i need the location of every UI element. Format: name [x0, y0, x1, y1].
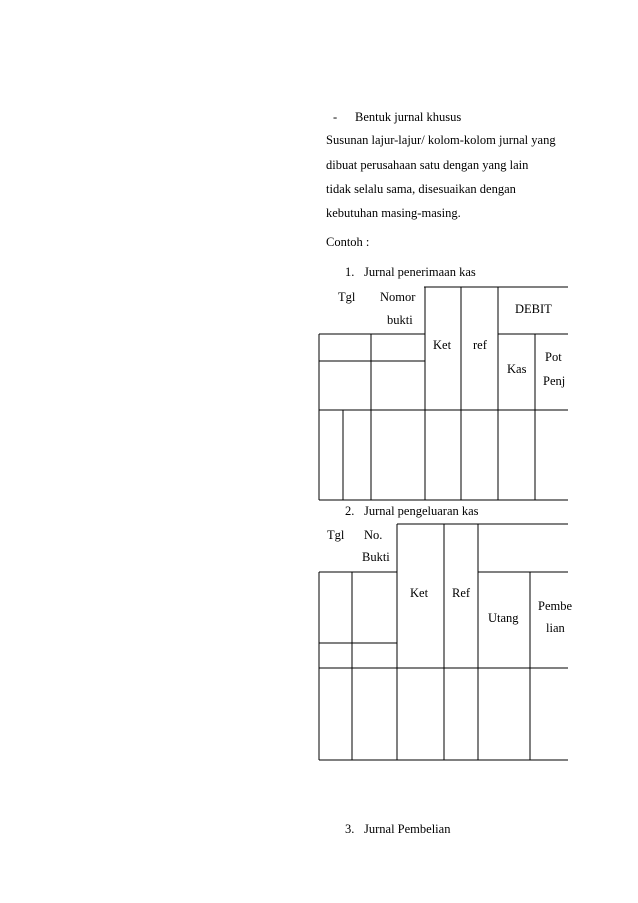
- table1-col-debit: DEBIT: [515, 302, 552, 316]
- table1-number: 1.: [345, 265, 355, 279]
- table2-col-no: No.: [364, 528, 383, 542]
- table3-number: 3.: [345, 822, 355, 836]
- table3-title: Jurnal Pembelian: [364, 822, 451, 836]
- table1-col-ket: Ket: [433, 338, 452, 352]
- table2-col-lian: lian: [546, 621, 565, 635]
- table1-col-bukti: bukti: [387, 313, 413, 327]
- table2-col-tgl: Tgl: [327, 528, 345, 542]
- table1-col-pot: Pot: [545, 350, 562, 364]
- table2-title: Jurnal pengeluaran kas: [364, 504, 479, 518]
- table2-col-ket: Ket: [410, 586, 429, 600]
- table2-col-ref: Ref: [452, 586, 471, 600]
- table1-col-tgl: Tgl: [338, 290, 356, 304]
- table2-col-bukti: Bukti: [362, 550, 390, 564]
- paragraph-line-2: dibuat perusahaan satu dengan yang lain: [326, 158, 529, 172]
- table1-col-kas: Kas: [507, 362, 527, 376]
- table1-col-ref: ref: [473, 338, 487, 352]
- table2-col-utang: Utang: [488, 611, 519, 625]
- paragraph-line-3: tidak selalu sama, disesuaikan dengan: [326, 182, 516, 196]
- table1-col-nomor: Nomor: [380, 290, 416, 304]
- table1-title: Jurnal penerimaan kas: [364, 265, 476, 279]
- example-label: Contoh :: [326, 235, 370, 249]
- table2-number: 2.: [345, 504, 355, 518]
- paragraph-line-1: Susunan lajur-lajur/ kolom-kolom jurnal yang: [326, 133, 556, 147]
- table1-col-penj: Penj: [543, 374, 566, 388]
- section-heading: Bentuk jurnal khusus: [355, 110, 462, 124]
- table2-col-pembe: Pembe: [538, 599, 573, 613]
- heading-bullet: -: [333, 110, 338, 124]
- paragraph-line-4: kebutuhan masing-masing.: [326, 206, 461, 220]
